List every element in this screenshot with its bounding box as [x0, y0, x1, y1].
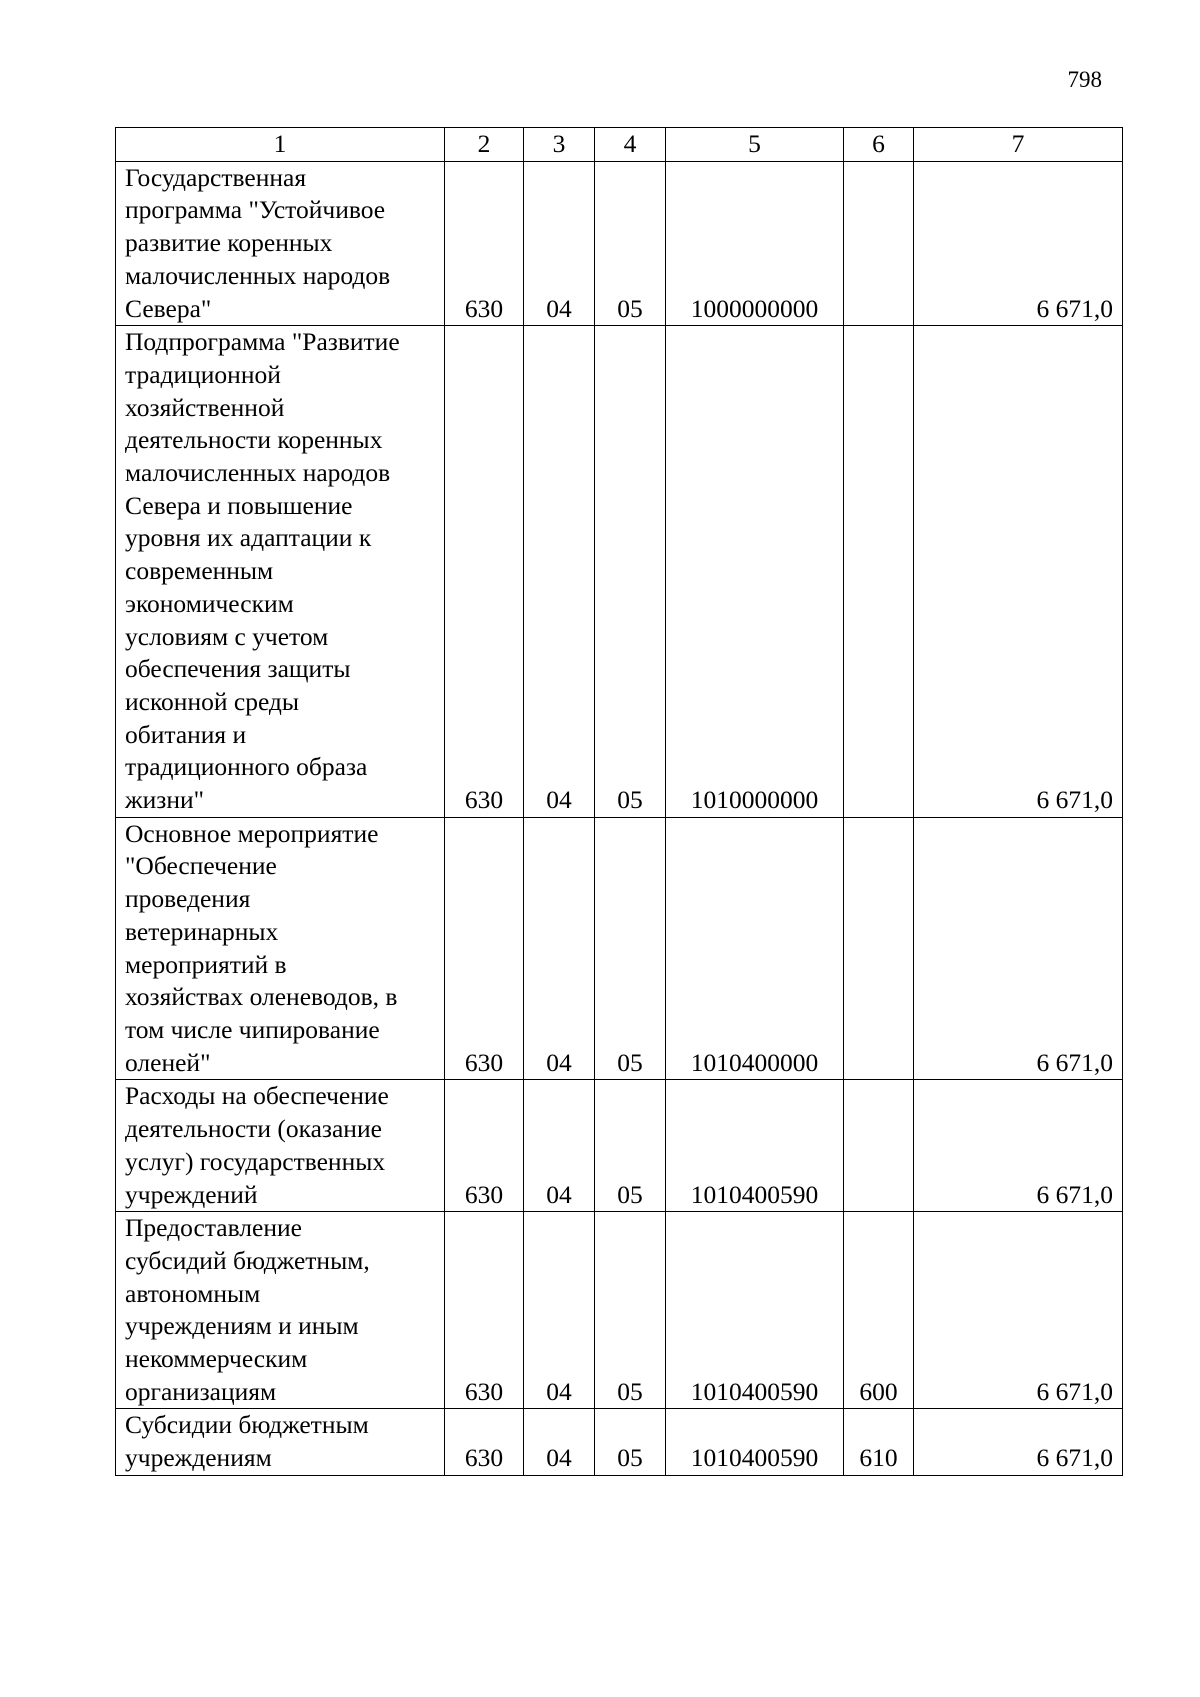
row-name-line: Расходы на обеспечение: [125, 1081, 389, 1111]
ministry-code-cell: 630: [445, 1080, 524, 1212]
page-number: 798: [1067, 67, 1102, 92]
row-name-line: Государственная: [125, 162, 307, 192]
table-header-row: [116, 128, 1123, 162]
amount-cell: 6 671,0: [914, 817, 1123, 1080]
ministry-code-cell: 630: [445, 326, 524, 818]
row-name-line: мероприятий в: [125, 949, 287, 979]
section-code-cell: 04: [524, 326, 595, 818]
row-name-line: современным: [125, 556, 274, 586]
target-article-cell: 1010400000: [666, 817, 844, 1080]
table-body: [116, 161, 1123, 1475]
table-row: [116, 1080, 1123, 1212]
row-name-line: исконной среды: [125, 686, 300, 716]
amount-cell: 6 671,0: [914, 326, 1123, 818]
table-row: [116, 817, 1123, 1080]
row-name-line: услуг) государственных: [125, 1146, 386, 1176]
row-name-line: малочисленных народов: [125, 260, 391, 290]
subsection-code-cell: 05: [595, 326, 666, 818]
row-name-line: "Обеспечение: [125, 851, 277, 881]
row-name-line: субсидий бюджетным,: [125, 1245, 370, 1275]
subsection-code-cell: 05: [595, 161, 666, 326]
table-row: [116, 1409, 1123, 1475]
section-code-cell: 04: [524, 1212, 595, 1409]
section-code-cell: 04: [524, 161, 595, 326]
table-row: [116, 161, 1123, 326]
row-name-cell: [116, 1080, 445, 1212]
row-name-line: экономическим: [125, 588, 294, 618]
expense-type-cell: [844, 1080, 914, 1212]
column-header: 6: [844, 128, 914, 162]
row-name-line: деятельности коренных: [125, 425, 383, 455]
column-header: 1: [116, 128, 445, 162]
ministry-code-cell: 630: [445, 817, 524, 1080]
amount-cell: 6 671,0: [914, 1080, 1123, 1212]
row-name-line: развитие коренных: [125, 228, 333, 258]
subsection-code-cell: 05: [595, 1212, 666, 1409]
row-name-line: обеспечения защиты: [125, 654, 351, 684]
expense-type-cell: [844, 817, 914, 1080]
row-name-line: Севера": [125, 293, 212, 323]
row-name-line: автономным: [125, 1278, 261, 1308]
column-header: 2: [445, 128, 524, 162]
row-name-line: проведения: [125, 884, 251, 914]
row-name-cell: [116, 1212, 445, 1409]
row-name-line: условиям с учетом: [125, 621, 329, 651]
target-article-cell: 1010400590: [666, 1080, 844, 1212]
row-name-line: организациям: [125, 1376, 277, 1406]
row-name-line: традиционного образа: [125, 752, 368, 782]
target-article-cell: 1000000000: [666, 161, 844, 326]
column-header: 7: [914, 128, 1123, 162]
section-code-cell: 04: [524, 1409, 595, 1475]
row-name-line: хозяйствах оленеводов, в: [125, 982, 398, 1012]
ministry-code-cell: 630: [445, 1409, 524, 1475]
row-name-line: Субсидии бюджетным: [125, 1410, 369, 1440]
row-name-line: программа "Устойчивое: [125, 195, 386, 225]
row-name-line: учреждений: [125, 1179, 258, 1209]
subsection-code-cell: 05: [595, 1080, 666, 1212]
row-name-line: уровня их адаптации к: [125, 523, 372, 553]
table-row: [116, 326, 1123, 818]
column-header: 5: [666, 128, 844, 162]
subsection-code-cell: 05: [595, 1409, 666, 1475]
row-name-cell: [116, 1409, 445, 1475]
row-name-line: том числе чипирование: [125, 1014, 380, 1044]
row-name-line: оленей": [125, 1047, 211, 1077]
row-name-line: традиционной: [125, 359, 281, 389]
budget-table: [115, 127, 1123, 1476]
expense-type-cell: [844, 326, 914, 818]
row-name-line: Предоставление: [125, 1213, 302, 1243]
row-name-line: ветеринарных: [125, 916, 279, 946]
expense-type-cell: 600: [844, 1212, 914, 1409]
expense-type-cell: [844, 161, 914, 326]
column-header: 4: [595, 128, 666, 162]
row-name-line: Севера и повышение: [125, 490, 353, 520]
table-row: [116, 1212, 1123, 1409]
target-article-cell: 1010400590: [666, 1212, 844, 1409]
row-name-line: Подпрограмма "Развитие: [125, 327, 400, 357]
row-name-line: деятельности (оказание: [125, 1114, 382, 1144]
column-header: 3: [524, 128, 595, 162]
expense-type-cell: 610: [844, 1409, 914, 1475]
row-name-line: Основное мероприятие: [125, 818, 379, 848]
row-name-line: учреждениям: [125, 1443, 272, 1473]
amount-cell: 6 671,0: [914, 161, 1123, 326]
ministry-code-cell: 630: [445, 1212, 524, 1409]
ministry-code-cell: 630: [445, 161, 524, 326]
row-name-line: обитания и: [125, 719, 247, 749]
row-name-line: малочисленных народов: [125, 458, 391, 488]
row-name-line: хозяйственной: [125, 392, 285, 422]
target-article-cell: 1010400590: [666, 1409, 844, 1475]
section-code-cell: 04: [524, 817, 595, 1080]
row-name-cell: [116, 161, 445, 326]
section-code-cell: 04: [524, 1080, 595, 1212]
row-name-line: некоммерческим: [125, 1344, 308, 1374]
subsection-code-cell: 05: [595, 817, 666, 1080]
row-name-cell: [116, 326, 445, 818]
row-name-cell: [116, 817, 445, 1080]
row-name-line: жизни": [125, 785, 205, 815]
amount-cell: 6 671,0: [914, 1409, 1123, 1475]
row-name-line: учреждениям и иным: [125, 1311, 359, 1341]
target-article-cell: 1010000000: [666, 326, 844, 818]
amount-cell: 6 671,0: [914, 1212, 1123, 1409]
